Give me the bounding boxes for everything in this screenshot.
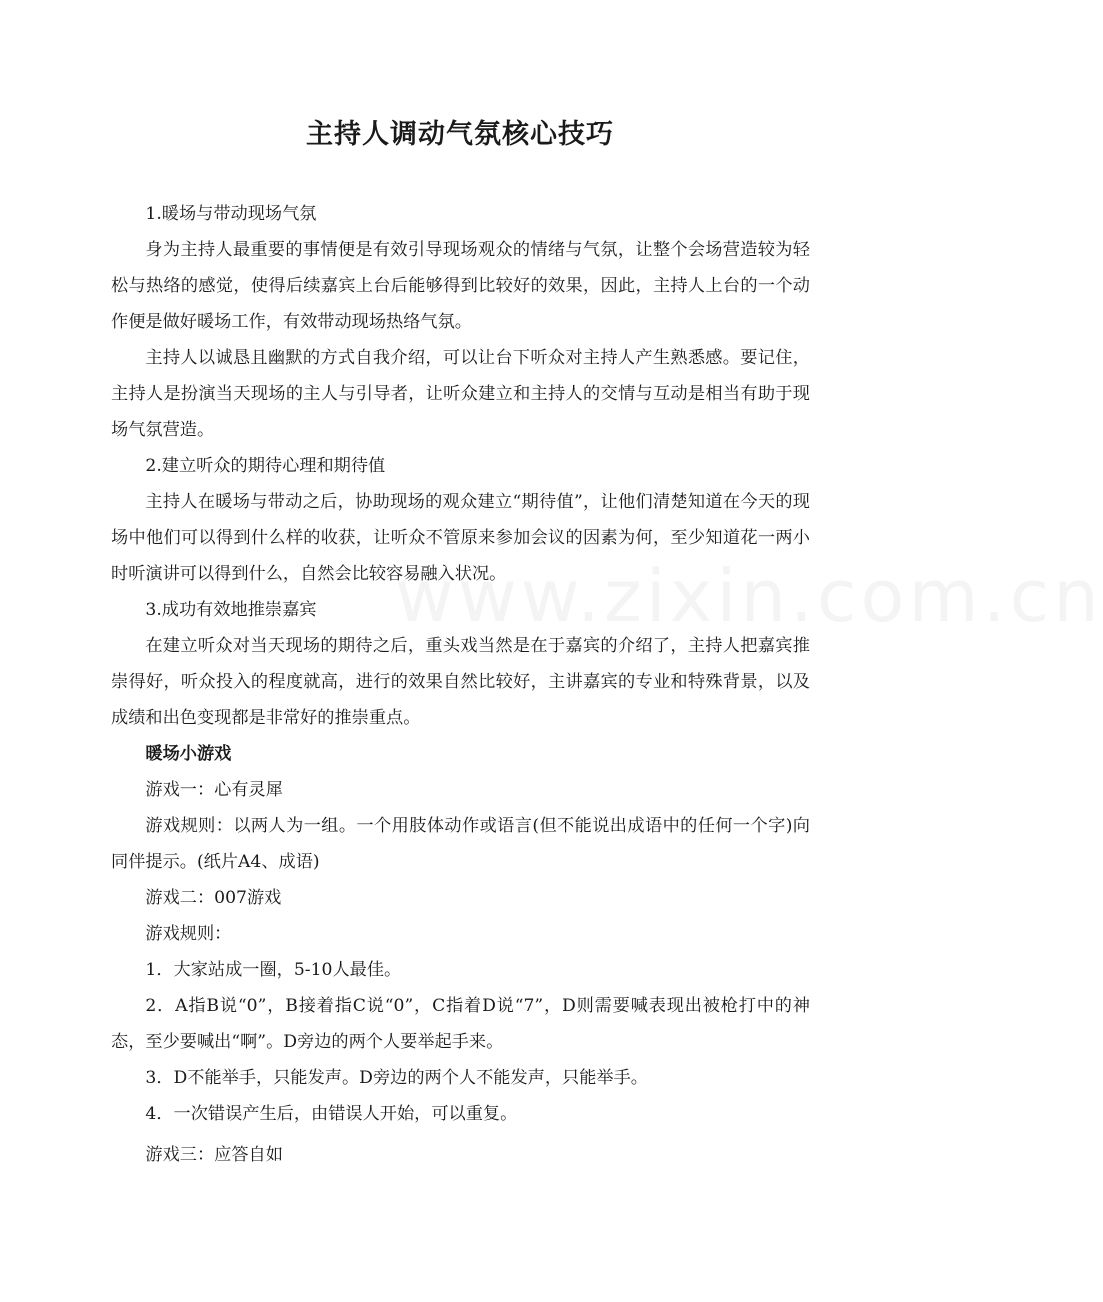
paragraph: 身为主持人最重要的事情便是有效引导现场观众的情绪与气氛，让整个会场营造较为轻松与热络的感觉，使得后续嘉宾上台后能够得到比较好的效果，因此，主持人上台的一个动作便是做好暖场工作，有效带动现场热络气氛。 (111, 240, 810, 332)
list-item: 4．一次错误产生后，由错误人开始，可以重复。 (145, 1104, 518, 1124)
game-title: 游戏一：心有灵犀 (145, 780, 283, 800)
game-rules: 游戏规则：以两人为一组。一个用肢体动作或语言(但不能说出成语中的任何一个字)向同伴提示。(纸片A4、成语) (111, 816, 810, 872)
game-rules-heading: 游戏规则： (145, 924, 232, 944)
paragraph: 在建立听众对当天现场的期待之后，重头戏当然是在于嘉宾的介绍了，主持人把嘉宾推崇得好，听众投入的程度就高，进行的效果自然比较好，主讲嘉宾的专业和特殊背景，以及成绩和出色变现都是非常好的推崇重点。 (111, 636, 810, 728)
list-item: 2．A指B说“0”，B接着指C说“0”，C指着D说“7”，D则需要喊表现出被枪打中的神态，至少要喊出“啊”。D旁边的两个人要举起手来。 (111, 996, 810, 1052)
section-heading-expectation: 2.建立听众的期待心理和期待值 (145, 456, 386, 476)
section-heading-warmup-games: 暖场小游戏 (145, 744, 232, 764)
list-item: 3．D不能举手，只能发声。D旁边的两个人不能发声，只能举手。 (145, 1068, 648, 1088)
watermark: www.zixin.com.cn (395, 554, 1103, 638)
paragraph: 主持人以诚恳且幽默的方式自我介绍，可以让台下听众对主持人产生熟悉感。要记住，主持人是扮演当天现场的主人与引导者，让听众建立和主持人的交情与互动是相当有助于现场气氛营造。 (111, 348, 810, 440)
section-heading-warmup: 1.暖场与带动现场气氛 (145, 204, 317, 224)
paragraph: 主持人在暖场与带动之后，协助现场的观众建立“期待值”，让他们清楚知道在今天的现场中他们可以得到什么样的收获，让听众不管原来参加会议的因素为何，至少知道花一两小时听演讲可以得到什么，自然会比较容易融入状况。 (111, 492, 810, 584)
game-title: 游戏二：007游戏 (145, 888, 282, 908)
game-title: 游戏三：应答自如 (145, 1145, 283, 1165)
list-item: 1．大家站成一圈，5-10人最佳。 (145, 960, 402, 980)
document-title: 主持人调动气氛核心技巧 (306, 119, 614, 150)
document-body (111, 196, 810, 1173)
section-heading-introduce-guest: 3.成功有效地推崇嘉宾 (145, 600, 317, 620)
